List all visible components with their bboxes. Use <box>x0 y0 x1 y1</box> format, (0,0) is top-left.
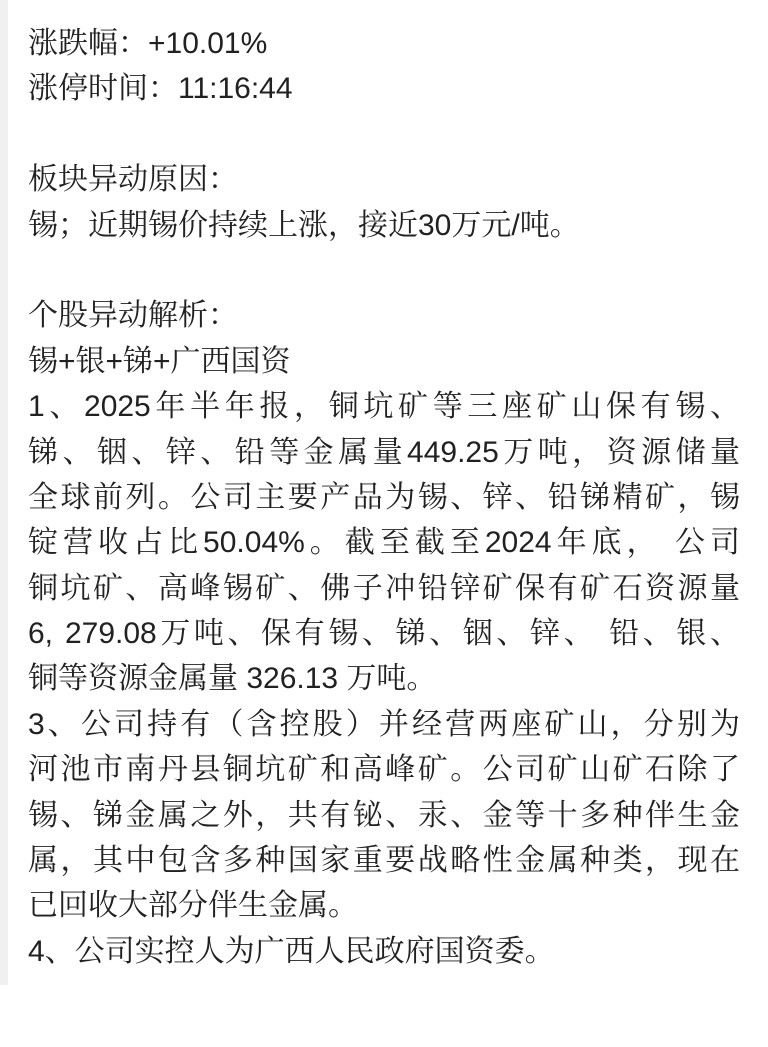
stock-analysis-heading: 个股异动解析： <box>28 299 238 333</box>
analysis-point-3-line-4: 属，其中包含多种国家重要战略性金属种类，现在 <box>28 844 740 878</box>
analysis-point-4-line: 4、公司实控人为广西人民政府国资委。 <box>28 934 555 968</box>
analysis-point-1-line-1: 1、2025年半年报，铜坑矿等三座矿山保有锡、 <box>28 390 740 424</box>
stock-tags-line: 锡+银+锑+广西国资 <box>28 344 291 378</box>
analysis-point-3-line-5: 已回收大部分伴生金属。 <box>28 889 358 923</box>
analysis-point-3-line-1: 3、公司持有（含控股）并经营两座矿山，分别为 <box>28 707 740 741</box>
change-percent-line: 涨跌幅：+10.01% <box>28 27 268 60</box>
analysis-point-1-line-7: 铜等资源金属量 326.13 万吨。 <box>28 662 437 696</box>
limit-up-time-line: 涨停时间：11:16:44 <box>28 72 293 106</box>
analysis-point-1-line-4: 锭营收占比50.04%。截至截至2024年底， 公司 <box>28 526 740 560</box>
analysis-point-3-line-3: 锡、锑金属之外，共有铋、汞、金等十多种伴生金 <box>28 798 740 832</box>
sector-reason-text: 锡；近期锡价持续上涨，接近30万元/吨。 <box>28 208 580 242</box>
blank-line <box>28 248 740 293</box>
analysis-point-1-line-6: 6, 279.08万吨、保有锡、锑、铟、锌、 铅、银、 <box>28 617 740 651</box>
analysis-point-1-line-3: 全球前列。公司主要产品为锡、锌、铅锑精矿，锡 <box>28 480 740 514</box>
sector-reason-heading: 板块异动原因： <box>28 163 238 197</box>
analysis-point-3-line-2: 河池市南丹县铜坑矿和高峰矿。公司矿山矿石除了 <box>28 753 740 787</box>
left-edge-strip <box>0 0 8 985</box>
blank-line <box>28 112 740 157</box>
analysis-point-1-line-5: 铜坑矿、高峰锡矿、佛子冲铅锌矿保有矿石资源量 <box>28 571 740 605</box>
announcement-text-block <box>28 21 740 974</box>
analysis-point-1-line-2: 锑、铟、锌、铅等金属量449.25万吨，资源储量 <box>28 435 740 469</box>
